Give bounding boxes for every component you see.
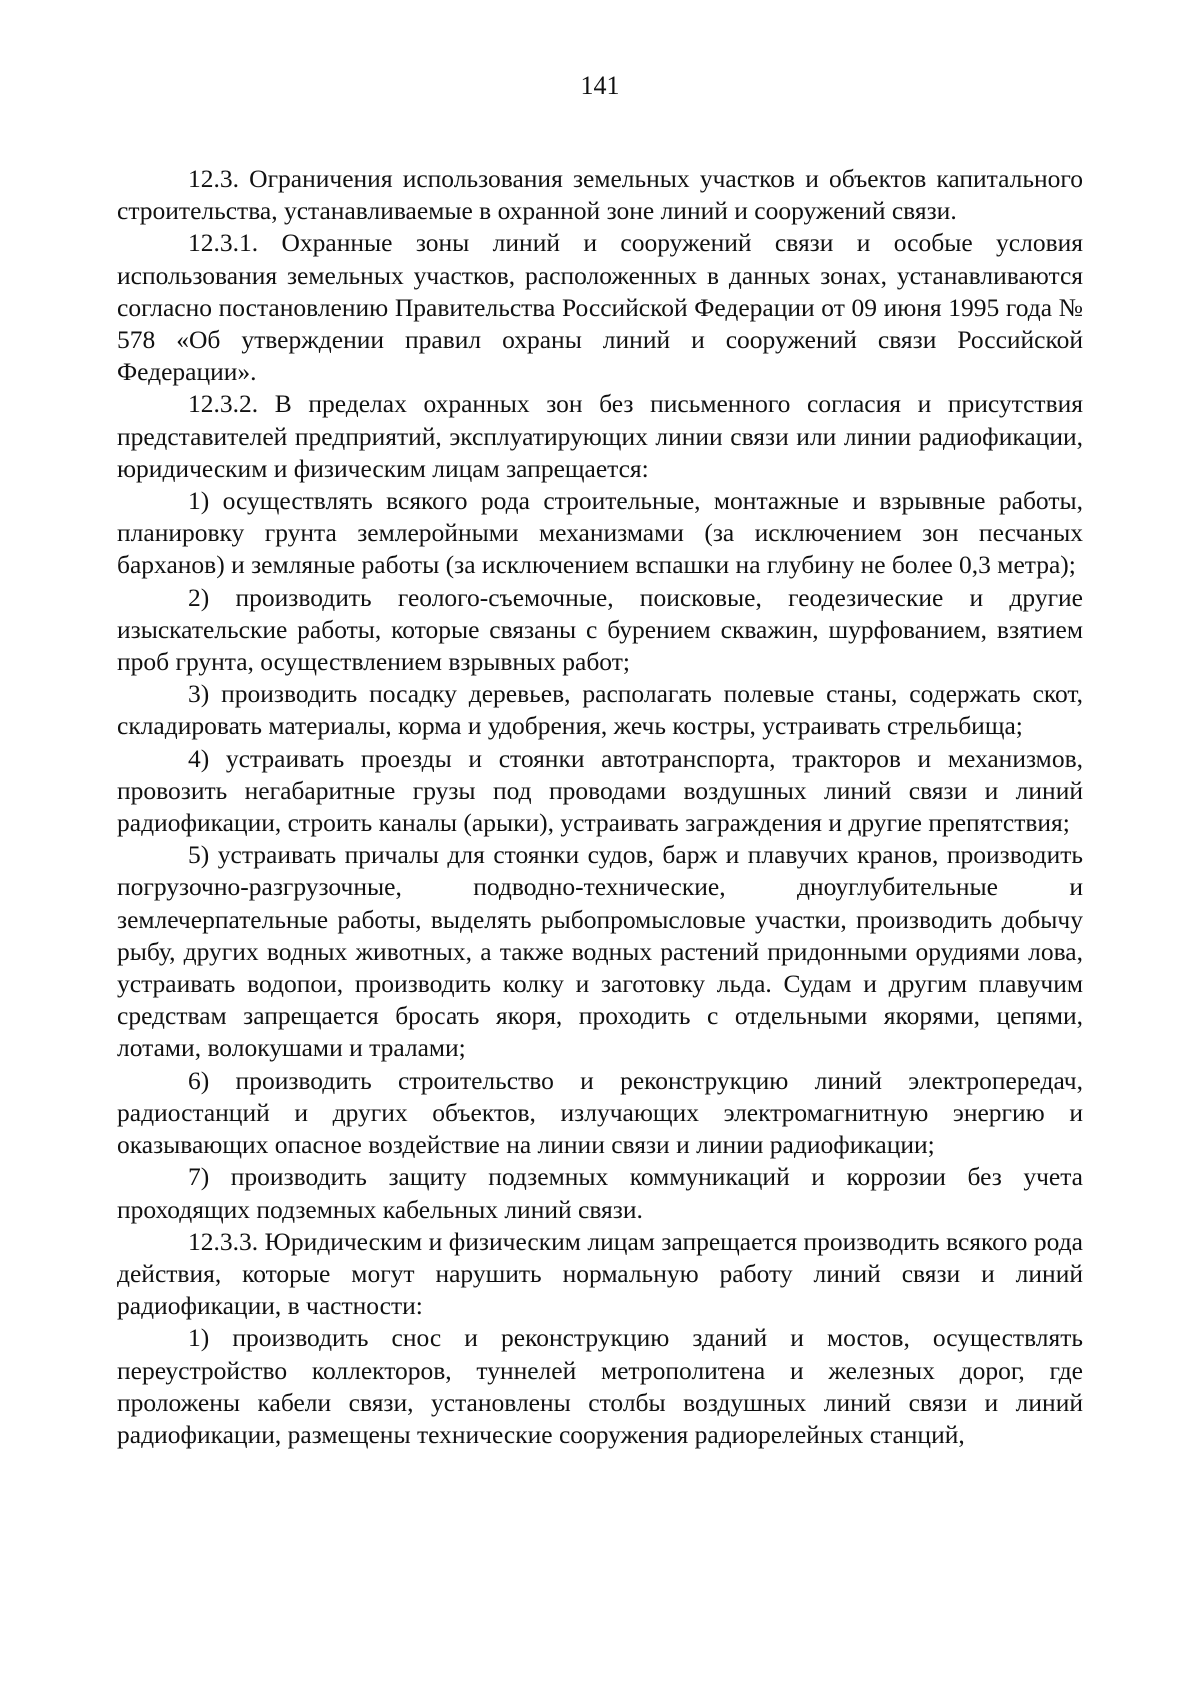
list-item-3: 3) производить посадку деревьев, располагать полевые станы, содержать скот, складировать материалы, корма и удобрения, жечь костры, устраивать стрельбища;	[117, 679, 1083, 741]
list-item-2: 2) производить геолого-съемочные, поисковые, геодезические и другие изыскательские работы, которые связаны с бурением скважин, шурфованием, взятием проб грунта, осуществлением взрывных работ;	[117, 582, 1083, 677]
sublist-item-1: 1) производить снос и реконструкцию зданий и мостов, осуществлять переустройство коллекторов, туннелей метрополитена и железных дорог, где проложены кабели связи, установлены столбы воздушных линий связи и линий радиофикации, размещены технические сооружения радиорелейных станций,	[117, 1323, 1083, 1449]
paragraph-12-3-1: 12.3.1. Охранные зоны линий и сооружений связи и особые условия использования земельных участков, расположенных в данных зонах, устанавливаются согласно постановлению Правительства Российской Федерации от 09 июня 1995 года № 578 «Об утверждении правил охраны линий и сооружений связи Российской Федерации».	[117, 228, 1083, 387]
list-item-6: 6) производить строительство и реконструкцию линий электропередач, радиостанций и других объектов, излучающих электромагнитную энергию и оказывающих опасное воздействие на линии связи и линии радиофикации;	[117, 1065, 1083, 1160]
document-body	[117, 163, 1083, 1451]
paragraph-12-3-2: 12.3.2. В пределах охранных зон без письменного согласия и присутствия представителей предприятий, эксплуатирующих линии связи или линии радиофикации, юридическим и физическим лицам запрещается:	[117, 389, 1083, 483]
list-item-1: 1) осуществлять всякого рода строительные, монтажные и взрывные работы, планировку грунта землеройными механизмами (за исключением зон песчаных барханов) и земляные работы (за исключением вспашки на глубину не более 0,3 метра);	[117, 486, 1083, 580]
list-item-5: 5) устраивать причалы для стоянки судов, барж и плавучих кранов, производить погрузочно-разгрузочные, подводно-технические, дноуглубительные и землечерпательные работы, выделять рыбопромысловые участки, производить добычу рыбу, других водных животных, а также водных растений придонными орудиями лова, устраивать водопои, производить колку и заготовку льда. Судам и другим плавучим средствам запрещается бросать якоря, проходить с отдельными якорями, цепями, лотами, волокушами и тралами;	[117, 840, 1083, 1063]
paragraph-12-3: 12.3. Ограничения использования земельных участков и объектов капитального строительства, устанавливаемые в охранной зоне линий и сооружений связи.	[117, 164, 1083, 226]
page-number: 141	[580, 71, 620, 100]
paragraph-12-3-3: 12.3.3. Юридическим и физическим лицам запрещается производить всякого рода действия, которые могут нарушить нормальную работу линий связи и линий радиофикации, в частности:	[117, 1226, 1083, 1321]
list-item-4: 4) устраивать проезды и стоянки автотранспорта, тракторов и механизмов, провозить негабаритные грузы под проводами воздушных линий связи и линий радиофикации, строить каналы (арыки), устраивать заграждения и другие препятствия;	[117, 743, 1083, 838]
list-item-7: 7) производить защиту подземных коммуникаций и коррозии без учета проходящих подземных кабельных линий связи.	[117, 1162, 1083, 1224]
